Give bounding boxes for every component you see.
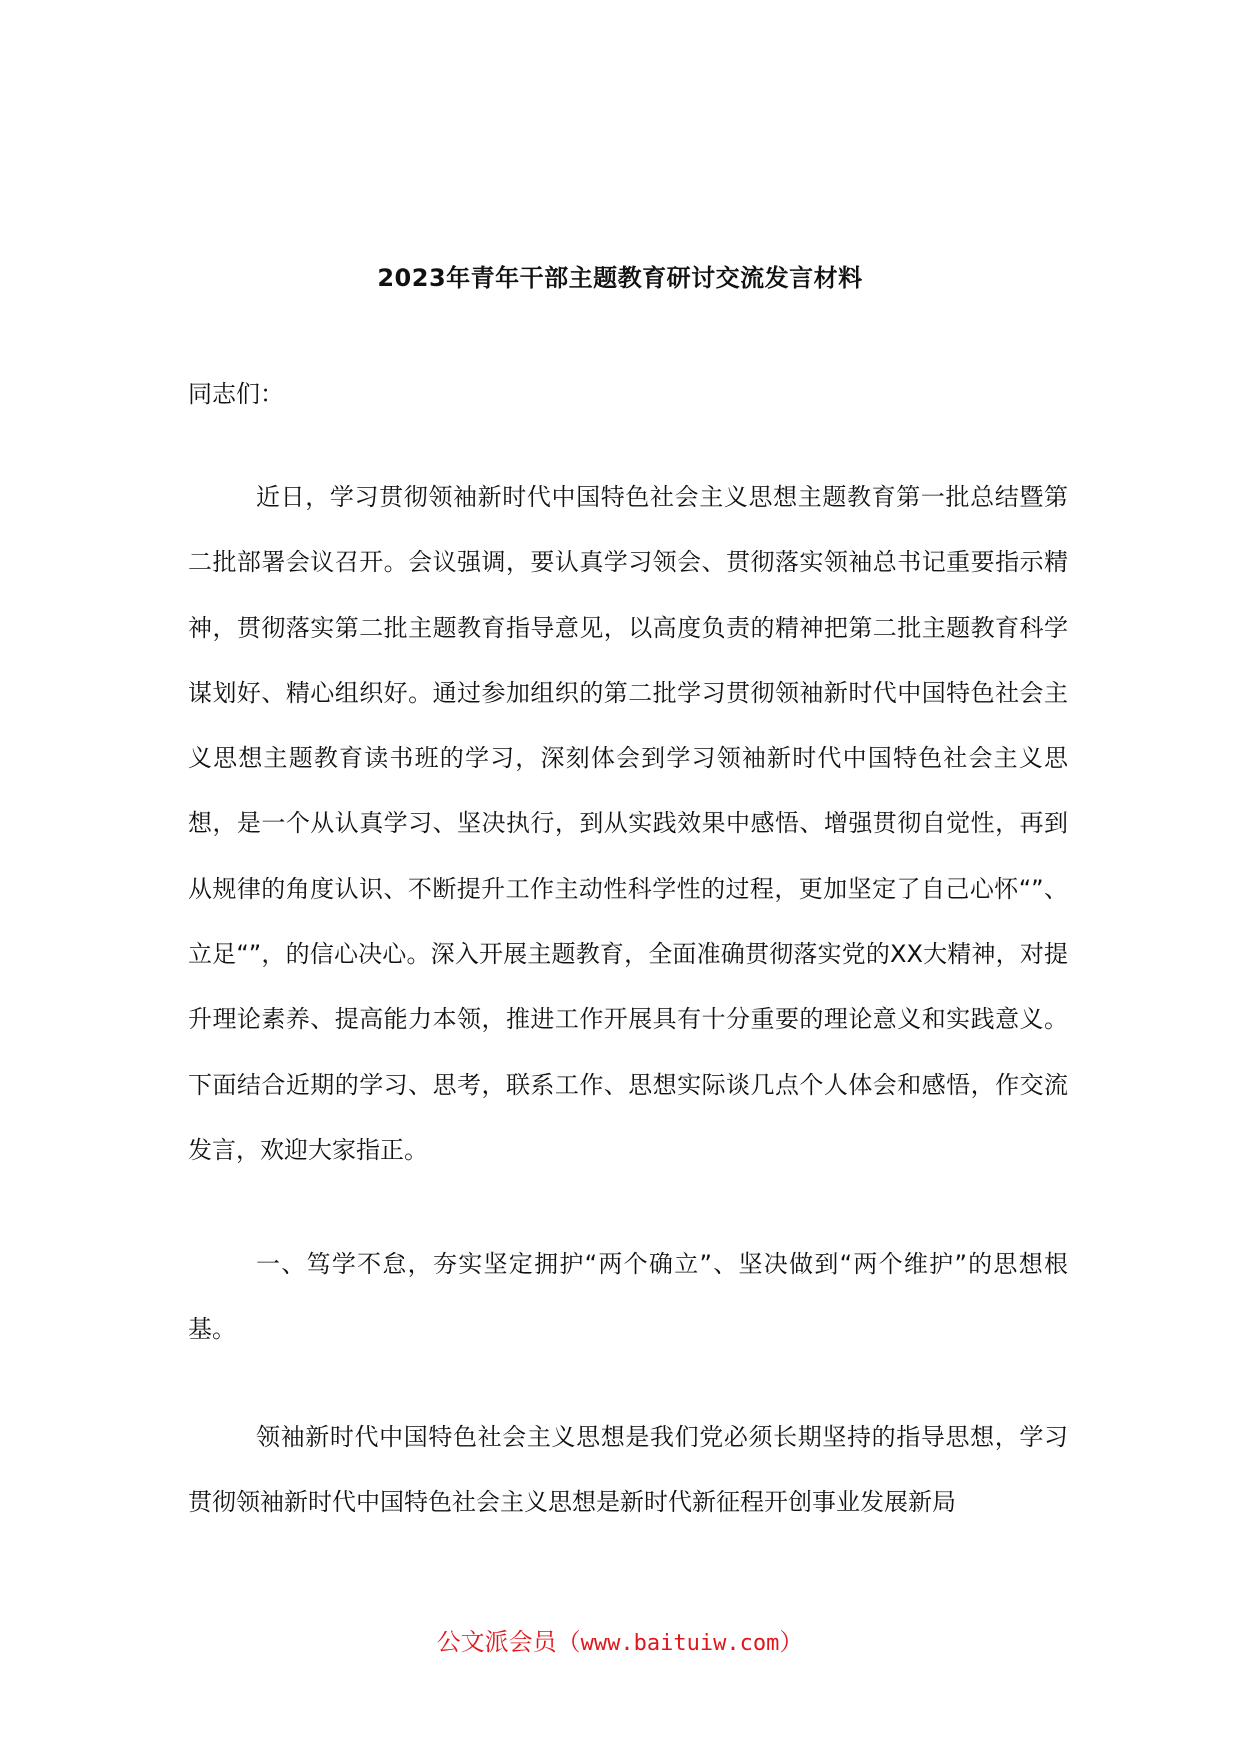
paragraph-intro: 近日，学习贯彻领袖新时代中国特色社会主义思想主题教育第一批总结暨第二批部署会议召开。会议强调，要认真学习领会、贯彻落实领袖总书记重要指示精神，贯彻落实第二批主题教育指导意见，以高度负责的精神把第二批主题教育科学谋划好、精心组织好。通过参加组织的第二批学习贯彻领袖新时代中国特色社会主义思想主题教育读书班的学习，深刻体会到学习领袖新时代中国特色社会主义思想，是一个从认真学习、坚决执行，到从实践效果中感悟、增强贯彻自觉性，再到从规律的角度认识、不断提升工作主动性科学性的过程，更加坚定了自己心怀“”、立足“”，的信心决心。深入开展主题教育，全面准确贯彻落实党的XX大精神，对提升理论素养、提高能力本领，推进工作开展具有十分重要的理论意义和实践意义。下面结合近期的学习、思考，联系工作、思想实际谈几点个人体会和感悟，作交流发言，欢迎大家指正。 [188, 483, 1068, 1164]
salutation: 同志们： [188, 380, 284, 408]
section-heading-1: 一、笃学不怠，夯实坚定拥护“两个确立”、坚决做到“两个维护”的思想根基。 [188, 1250, 1068, 1344]
footer-suffix: ） [779, 1628, 804, 1656]
paragraph-section-1: 领袖新时代中国特色社会主义思想是我们党必须长期坚持的指导思想，学习贯彻领袖新时代中国特色社会主义思想是新时代新征程开创事业发展新局 [188, 1423, 1068, 1517]
footer-watermark [0, 1622, 1240, 1657]
footer-prefix: 公文派会员（ [436, 1628, 581, 1656]
document-title: 2023年青年干部主题教育研讨交流发言材料 [377, 264, 863, 292]
footer-url[interactable]: www.baituiw.com [580, 1631, 780, 1656]
